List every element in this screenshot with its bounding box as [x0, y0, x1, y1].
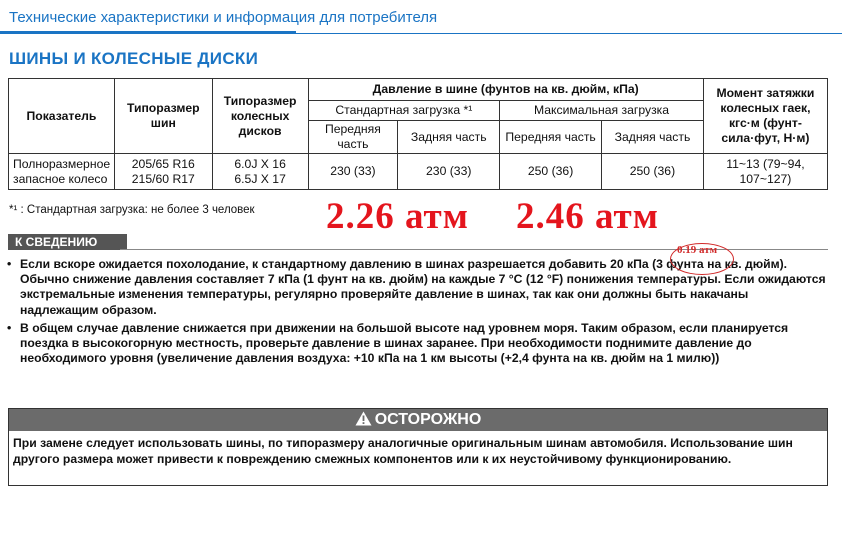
header-underline-thick [0, 31, 296, 34]
warning-text: При замене следует использовать шины, по типоразмеру аналогичные оригинальным шинам автомобиля. Использование шин другого размера может привести к повреждению смежных компонентов или к их неустойчивому функционированию. [13, 436, 793, 466]
warning-triangle-icon [355, 411, 372, 433]
note-tag: К СВЕДЕНИЮ [8, 234, 127, 250]
bullet-dot-icon: • [7, 257, 12, 271]
tire-spec-table [8, 78, 828, 190]
max-rear-cell: 250 (36) [602, 154, 704, 190]
warning-header [9, 409, 827, 431]
footnote: *¹ : Стандартная загрузка: не более 3 человек [9, 204, 255, 216]
tire-size-1: 205/65 R16 [131, 156, 195, 171]
annotation-small-atm: 0.19 атм [677, 244, 718, 256]
col-std-front-header: Передняя часть [308, 121, 398, 154]
torque-cell: 11~13 (79~94, 107~127) [703, 154, 827, 190]
col-max-header: Максимальная загрузка [500, 101, 704, 121]
rim-size-2: 6.5J X 17 [234, 171, 286, 186]
bullet-dot-icon: • [7, 320, 12, 335]
tire-size-cell [114, 154, 212, 190]
rim-size-cell [212, 154, 308, 190]
warning-title: ОСТОРОЖНО [374, 411, 482, 428]
std-pressure-atm-annotation: 2.26 атм [326, 196, 469, 237]
col-standard-header: Стандартная загрузка *¹ [308, 101, 500, 121]
section-title: ШИНЫ И КОЛЕСНЫЕ ДИСКИ [9, 49, 259, 68]
row-label: Полноразмерное запасное колесо [9, 154, 115, 190]
header-underline-thin [296, 33, 842, 34]
max-front-cell: 250 (36) [500, 154, 602, 190]
header-title: Технические характеристики и информация для потребителя [9, 9, 438, 26]
note-bullet-text: Если вскоре ожидается похолодание, к стандартному давлению в шинах разрешается добавить 20 кПа (3 фунта на кв. дюйм). Обычно снижение давления составляет 7 кПа (1 фунт на кв. дюйм) на каждые 7 °C (12 °F) понижения температуры. Если ожидаются экстремальные изменения температуры, регулярно проверяйте давление в шинах, так как они должны быть накачаны надлежащим образом. [20, 257, 826, 317]
max-pressure-atm-annotation: 2.46 атм [516, 196, 659, 237]
col-max-front-header: Передняя часть [500, 121, 602, 154]
std-rear-cell: 230 (33) [398, 154, 500, 190]
col-torque-header: Момент затяжки колесных гаек, кгс·м (фунт-сила·фут, Н·м) [703, 79, 827, 154]
col-rim-size-header: Типоразмер колесных дисков [212, 79, 308, 154]
col-pressure-header: Давление в шине (фунтов на кв. дюйм, кПа) [308, 79, 703, 101]
col-std-rear-header: Задняя часть [398, 121, 500, 154]
warning-box [8, 408, 828, 486]
col-indicator-header: Показатель [9, 79, 115, 154]
page-header [0, 0, 842, 34]
col-tire-size-header: Типоразмер шин [114, 79, 212, 154]
tire-size-2: 215/60 R17 [131, 171, 195, 186]
col-max-rear-header: Задняя часть [602, 121, 704, 154]
std-front-cell: 230 (33) [308, 154, 398, 190]
note-bullet [7, 321, 829, 367]
note-bullet-text: В общем случае давление снижается при движении на большой высоте над уровнем моря. Таким образом, если планируется поездка в высокогорную местность, проверьте давление в шинах заранее. При необходимости поднимите давление до необходимого уровня (увеличение давления воздуха: +10 кПа на 1 км высоты (+2,4 фунта на кв. дюйм на 1 милю)) [20, 320, 789, 366]
rim-size-1: 6.0J X 16 [234, 156, 286, 171]
